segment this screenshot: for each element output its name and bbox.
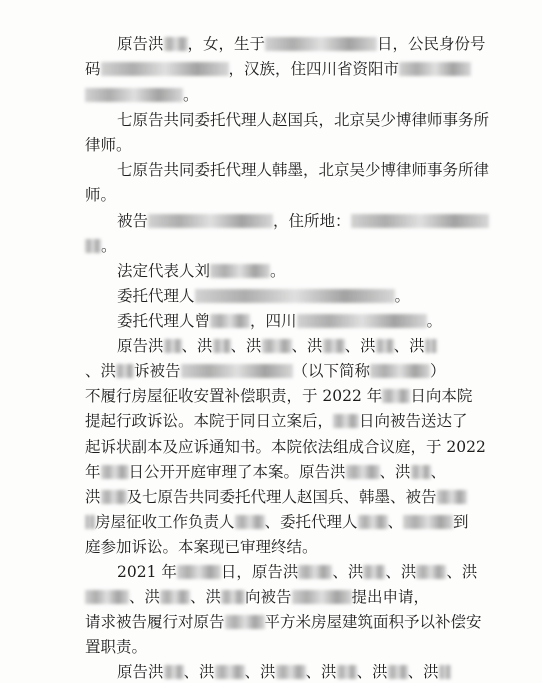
text-line — [85, 84, 199, 106]
text-line — [117, 335, 437, 357]
text-line — [85, 511, 469, 533]
redacted-text — [297, 314, 427, 328]
redacted-text — [298, 565, 332, 579]
text-segment: 、洪 — [244, 663, 276, 681]
text-segment: 及七原告共同委托代理人赵国兵、韩墨、被告 — [126, 488, 437, 506]
text-segment: 年 — [85, 463, 101, 481]
redacted-text — [210, 264, 270, 278]
text-segment: 原告洪 — [117, 337, 164, 355]
text-segment: 提起行政诉讼。本院于同日立案后， — [85, 412, 334, 430]
text-segment: 2021 年 — [117, 563, 177, 581]
text-segment: 。 — [426, 312, 443, 330]
redacted-text — [85, 239, 101, 253]
text-segment: 七原告共同委托代理人韩墨，北京吴少博律师事务所律 — [117, 161, 490, 179]
text-segment: 律师。 — [85, 136, 132, 154]
text-segment: 洪 — [85, 488, 101, 506]
redacted-text — [346, 465, 380, 479]
redacted-text — [439, 665, 451, 679]
text-segment: 委托代理人 — [117, 287, 195, 305]
redacted-text — [265, 37, 377, 51]
redacted-text — [399, 62, 471, 76]
text-line — [85, 134, 132, 156]
redacted-text — [225, 615, 265, 629]
text-segment: 、洪 — [356, 663, 388, 681]
text-segment: 原告洪 — [117, 35, 164, 53]
text-segment: 不履行房屋征收安置补偿职责，于 2022 年 — [85, 387, 383, 405]
text-line — [117, 210, 489, 232]
redacted-text — [181, 364, 293, 378]
text-line — [117, 33, 486, 55]
text-line — [117, 159, 489, 181]
text-segment: 被告 — [117, 212, 149, 230]
text-line — [85, 586, 429, 608]
text-segment: 码 — [85, 60, 101, 78]
redacted-text — [337, 665, 357, 679]
text-segment: （以下简称 — [292, 362, 371, 380]
text-line — [85, 385, 472, 407]
text-segment: 、洪 — [393, 337, 425, 355]
text-segment: 起诉状副本及应诉通知书。本院依法组成合议庭，于 2022 — [85, 438, 486, 456]
redacted-text — [177, 565, 221, 579]
text-segment: 。 — [394, 287, 411, 305]
text-segment: 、洪 — [379, 463, 411, 481]
redacted-text — [85, 515, 95, 529]
text-line — [117, 661, 451, 683]
text-segment: 、洪 — [230, 337, 262, 355]
redacted-text — [101, 465, 129, 479]
text-line — [85, 58, 471, 80]
redacted-text — [164, 665, 184, 679]
text-line — [117, 260, 286, 282]
text-segment: 请求被告履行对原告 — [85, 613, 225, 631]
text-segment: 置职责。 — [85, 638, 148, 656]
text-segment: 、洪 — [305, 663, 337, 681]
text-line — [85, 536, 318, 558]
redacted-text — [101, 490, 127, 504]
text-line — [85, 636, 147, 658]
text-segment: 七原告共同委托代理人赵国兵，北京吴少博律师事务所 — [117, 111, 490, 129]
text-segment: 师。 — [85, 186, 117, 204]
text-segment: 向被告 — [245, 588, 292, 606]
text-segment: 委托代理人曾 — [117, 312, 211, 330]
redacted-text — [388, 665, 408, 679]
redacted-text — [221, 590, 245, 604]
redacted-text — [160, 590, 190, 604]
redacted-text — [370, 364, 430, 378]
text-segment: 。 — [183, 86, 199, 104]
text-line — [85, 611, 482, 633]
text-line — [85, 461, 446, 483]
text-segment: 房屋征收工作负责人 — [95, 513, 235, 531]
text-segment: 。 — [270, 262, 286, 280]
text-segment: ，汉族，住四川省资阳市 — [228, 60, 400, 78]
text-segment: 到 — [453, 513, 469, 531]
text-segment: 、洪 — [344, 337, 376, 355]
redacted-text — [210, 314, 250, 328]
text-line — [117, 285, 410, 307]
text-segment: 、洪 — [183, 663, 215, 681]
redacted-text — [148, 214, 273, 228]
text-line — [117, 109, 489, 131]
text-segment: 、洪 — [291, 337, 323, 355]
text-line — [85, 184, 116, 206]
redacted-text — [416, 565, 446, 579]
redacted-text — [403, 515, 453, 529]
text-line — [85, 436, 486, 458]
text-line — [85, 486, 467, 508]
text-segment: 日向本院 — [410, 387, 473, 405]
text-segment: 提出申请， — [351, 588, 430, 606]
text-segment: 、洪 — [332, 563, 364, 581]
redacted-text — [363, 565, 385, 579]
redacted-text — [85, 88, 183, 102]
text-segment: 诉被告 — [134, 362, 181, 380]
redacted-text — [195, 289, 395, 303]
text-segment: ，女，生于 — [187, 35, 266, 53]
text-segment: 日向被告送达了 — [359, 412, 468, 430]
text-segment: 、委托代理人 — [264, 513, 358, 531]
text-segment: 平方米房屋建筑面积予以补偿安 — [264, 613, 482, 631]
redacted-text — [116, 364, 134, 378]
text-line — [117, 310, 442, 332]
redacted-text — [85, 590, 129, 604]
redacted-text — [437, 490, 467, 504]
redacted-text — [323, 339, 345, 353]
text-line — [85, 235, 117, 257]
text-segment: 日公开开庭审理了本案。原告洪 — [128, 463, 346, 481]
text-segment: 、洪 — [190, 588, 222, 606]
text-segment: ，住所地： — [273, 212, 351, 230]
text-segment: 日，公民身份号 — [377, 35, 486, 53]
redacted-text — [292, 590, 352, 604]
redacted-text — [376, 339, 394, 353]
text-segment: 、洪 — [129, 588, 161, 606]
text-segment: 庭参加诉讼。本案现已审理终结。 — [85, 538, 318, 556]
redacted-text — [425, 339, 437, 353]
redacted-text — [101, 62, 229, 76]
text-line — [85, 410, 468, 432]
text-segment: 、洪 — [407, 663, 439, 681]
text-line — [85, 360, 446, 382]
redacted-text — [351, 214, 489, 228]
text-segment: 、洪 — [446, 563, 478, 581]
text-segment: ，四川 — [250, 312, 297, 330]
text-segment: 、洪 — [385, 563, 417, 581]
text-segment: 、 — [387, 513, 404, 531]
redacted-text — [358, 515, 388, 529]
text-segment: 法定代表人刘 — [117, 262, 211, 280]
text-segment: 、 — [430, 463, 447, 481]
redacted-text — [276, 665, 306, 679]
redacted-text — [411, 465, 431, 479]
text-segment: 。 — [101, 237, 117, 255]
redacted-text — [235, 515, 265, 529]
text-line — [117, 561, 477, 583]
text-segment: ） — [430, 362, 446, 380]
redacted-text — [213, 339, 231, 353]
redacted-text — [333, 414, 359, 428]
text-segment: 日，原告洪 — [220, 563, 299, 581]
redacted-text — [262, 339, 292, 353]
text-segment: 、洪 — [85, 362, 117, 380]
redacted-text — [382, 389, 410, 403]
text-segment: 、洪 — [181, 337, 213, 355]
redacted-text — [164, 37, 188, 51]
redacted-text — [164, 339, 182, 353]
redacted-text — [215, 665, 245, 679]
text-segment: 原告洪 — [117, 663, 164, 681]
